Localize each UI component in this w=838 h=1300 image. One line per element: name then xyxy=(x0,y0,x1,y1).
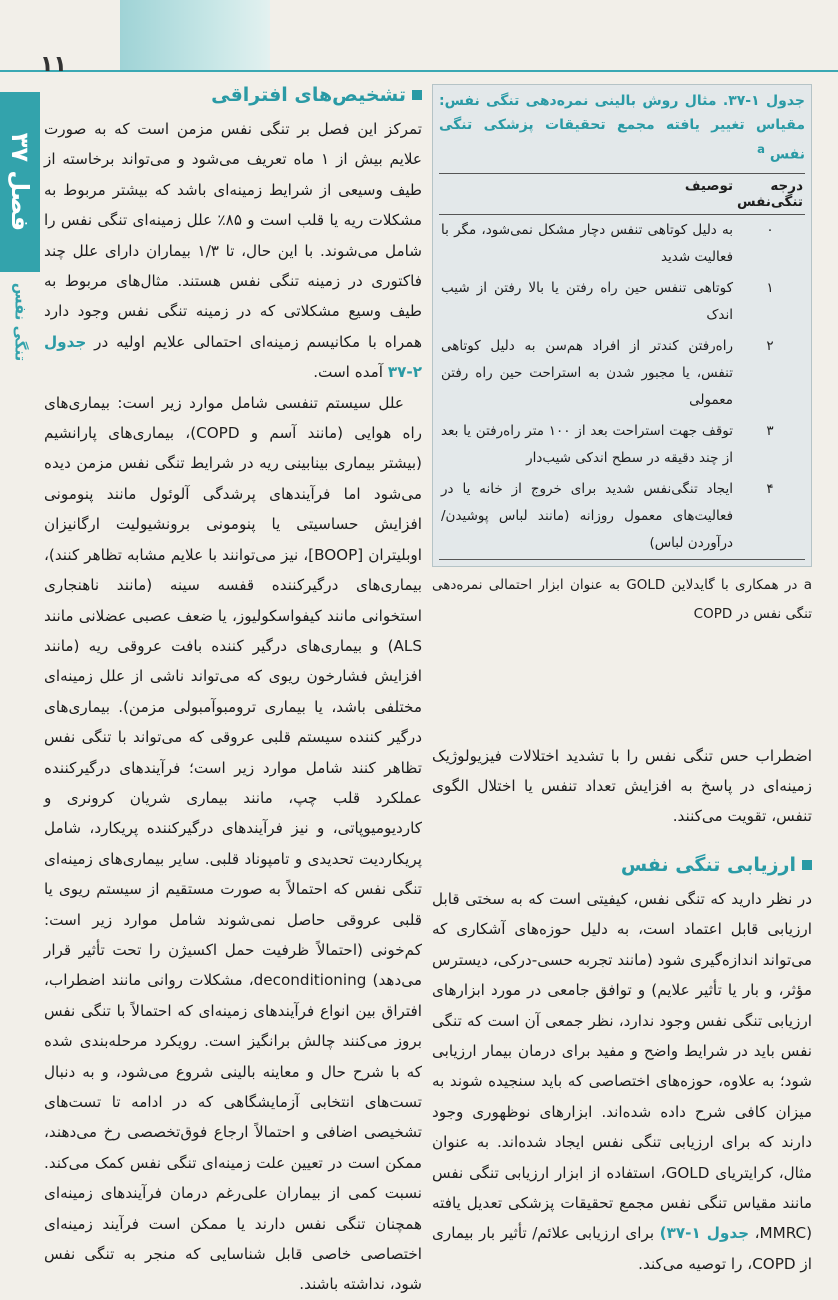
row-grade: ۲ xyxy=(766,337,774,354)
header-description: توصیف xyxy=(439,173,735,214)
left-column xyxy=(44,84,422,1300)
table-row xyxy=(439,214,805,273)
chapter-subtitle-label: تنگی نفس xyxy=(11,282,30,362)
row-description: توقف جهت استراحت بعد از ۱۰۰ متر راه‌رفتن یا بعد از چند دقیقه در سطح اندکی شیب‌دار xyxy=(441,422,734,466)
paragraph-intro xyxy=(44,114,422,388)
heading-square-icon xyxy=(412,90,422,100)
row-description: کوتاهی تنفس حین راه رفتن یا بالا رفتن از شیب اندک xyxy=(441,279,734,323)
row-grade: ۴ xyxy=(735,474,805,560)
paragraph-assessment-after: برای ارزیابی علائم/ تأثیر بار بیماری از COPD، را توصیه می‌کند. xyxy=(432,1224,812,1273)
table-row xyxy=(439,474,805,560)
row-grade: ۳ xyxy=(766,422,774,439)
table-row xyxy=(439,416,805,474)
row-description: راه‌رفتن کندتر از افراد هم‌سن به دلیل کوتاهی تنفس، یا مجبور شدن به استراحت حین راه رفتن معمولی xyxy=(441,337,734,408)
header-rule xyxy=(0,70,838,72)
table-reference: جدول ۱-۳۷) xyxy=(659,1224,750,1243)
page-number: ۱۱ xyxy=(40,52,67,77)
section-heading-assessment xyxy=(432,854,812,876)
paragraph-intro-text: تمرکز این فصل بر تنگی نفس مزمن است که به صورت علایم بیش از ۱ ماه تعریف می‌شود و می‌تواند برخاسته از طیف وسیعی از شرایط زمینه‌ای باشد که بیشتر مربوط به مشکلات ریه یا قلب است و ۸۵٪ علل زمینه‌ای تنگی نفس را شامل می‌شوند. با این حال، تا ۱/۳ بیماران دارای علل چند فاکتوری در زمینه تنگی نفس هستند. مثال‌های مربوط به طیف وسیع مشکلاتی که در زمینه تنگی نفس وجود دارد همراه با مکانیسم زمینه‌ای احتمالی علایم اولیه در xyxy=(44,120,423,351)
table-footnote: a در همکاری با گایدلاین GOLD به عنوان ابزار احتمالی نمره‌دهی تنگی نفس در COPD xyxy=(432,576,812,622)
row-grade: ۱ xyxy=(766,279,774,296)
chapter-subtitle xyxy=(2,282,38,362)
section-heading-text: ارزیابی تنگی نفس xyxy=(620,853,796,876)
paragraph-causes: علل سیستم تنفسی شامل موارد زیر است: بیماری‌های راه هوایی (مانند آسم و COPD)، بیماری‌های پارانشیم (بیشتر بیماری بینابینی ریه در شرایط تنگی نفس مزمن دیده می‌شود اما فرآیندهای پرشدگی آلوئول مانند پنومونی افزایش حساسیتی یا پنومونی برونشیولیت ارگانیزان اوبلیتران [BOOP]، نیز می‌توانند با علایم مشابه تظاهر کنند)، بیماری‌های درگیرکننده قفسه سینه (مانند ناهنجاری استخوانی مانند کیفواسکولیوز، یا ضعف عصبی عضلانی مانند ALS) و بیماری‌های درگیر کننده بافت عروقی ریه (مانند افزایش فشارخون ریوی که می‌تواند ناشی از علل زمینه‌ای مختلفی باشد، یا بیماری ترومبوآمبولی مزمن). بیماری‌های درگیر کننده سیستم قلبی عروقی که می‌تواند با تنگی نفس تظاهر کنند شامل موارد زیر است؛ فرآیندهای درگیرکننده عملکرد قلب چپ، مانند بیماری شریان کرونری و کاردیومیوپاتی، و نیز فرآیندهای درگیرکننده پریکارد، شامل پریکاردیت تحدیدی و تامپوناد قلبی. سایر بیماری‌های زمینه‌ای تنگی نفس که احتمالاً به صورت مستقیم از سیستم ریوی یا قلبی عروقی حاصل نمی‌شوند شامل موارد زیر است: کم‌خونی (احتمالاً ظرفیت حمل اکسیژن را تحت تأثیر قرار می‌دهد) deconditioning، مشکلات روانی مانند اضطراب، افتراق بین انواع فرآیندهای زمینه‌ای که احتمالاً با تنگی نفس بروز می‌کنند چالش برانگیز است. رویکرد مرحله‌بندی شده که با شرح حال و معاینه بالینی شروع می‌شود، و به دنبال تست‌های انتخابی آزمایشگاهی که در ادامه تا تست‌های تشخیصی اضافی و احتمالاً ارجاع فوق‌تخصصی رخ می‌دهند، ممکن است در تعیین علت زمینه‌ای تنگی نفس کمک می‌کند. نسبت کمی از بیماران علی‌رغم درمان فرآیندهای زمینه‌ای همچنان تنگی نفس دارند یا ممکن است فرآیند زمینه‌ای اختصاصی خاصی قابل شناسایی که منجر به تنگی نفس شود، نداشته باشند. xyxy=(44,393,422,1294)
table-header-row xyxy=(439,173,805,214)
table-title-sup: a xyxy=(757,142,765,156)
paragraph-continued: اضطراب حس تنگی نفس را با تشدید اختلالات فیزیولوژیک زمینه‌ای در پاسخ به افزایش تعداد تنفس یا اختلال الگوی تنفس، تقویت می‌کنند. xyxy=(432,746,812,826)
header-banner xyxy=(120,0,270,70)
table-row xyxy=(439,273,805,331)
chapter-tab-label: فصل ۳۷ xyxy=(6,132,34,232)
row-description: به دلیل کوتاهی تنفس دچار مشکل نمی‌شود، مگر با فعالیت شدید xyxy=(441,221,734,265)
paragraph-assessment-text: در نظر دارید که تنگی نفس، کیفیتی است که به سختی قابل ارزیابی قابل اعتماد است، به دلیل حوزه‌های آشکاری که می‌تواند اندازه‌گیری شود (مانند تجربه حسی-درکی، دیسترس مؤثر، و بار یا تأثیر علایم) و توافق جامعی در مورد ابزارهای ارزیابی تنگی نفس وجود ندارد، نظر جمعی آن است که تنگی نفس باید در شرایط واضح و مفید برای درمان بیمار ارزیابی شود؛ به علاوه، حوزه‌های اختصاصی که باید سنجیده شوند به میزان کافی شرح داده شده‌اند. ابزارهای نوظهوری وجود دارند که برای ارزیابی تنگی نفس ایجاد شده‌اند. به عنوان مثال، کرایتریای GOLD، استفاده از ابزار ارزیابی تنگی نفس مانند مقیاس تنگی نفس مجمع تحقیقات پزشکی تعدیل یافته (MMRC، xyxy=(432,889,813,1243)
row-description: ایجاد تنگی‌نفس شدید برای خروج از خانه یا در فعالیت‌های معمول روزانه (مانند لباس پوشیدن/ درآوردن لباس) xyxy=(439,474,735,560)
row-grade: ۰ xyxy=(766,221,774,238)
section-heading-differential xyxy=(44,84,422,106)
paragraph-assessment xyxy=(432,884,812,1279)
mmrc-table xyxy=(432,84,812,567)
table-reference: جدول ۲-۳۷ xyxy=(44,332,422,382)
table-title-text: جدول ۱-۳۷. مثال روش بالینی نمره‌دهی تنگی نفس: مقیاس تغییر یافته مجمع تحقیقات پزشکی تنگی نفس xyxy=(439,93,805,163)
paragraph-intro-after: آمده است. xyxy=(313,363,384,382)
header-grade: درجه تنگی‌نفس xyxy=(735,173,805,214)
table-title xyxy=(439,89,805,167)
section-heading-text: تشخیص‌های افتراقی xyxy=(211,84,406,106)
table-row xyxy=(439,331,805,416)
mmrc-grid xyxy=(439,173,805,560)
right-column xyxy=(432,84,812,1279)
heading-square-icon xyxy=(802,860,812,870)
chapter-tab xyxy=(0,92,40,272)
